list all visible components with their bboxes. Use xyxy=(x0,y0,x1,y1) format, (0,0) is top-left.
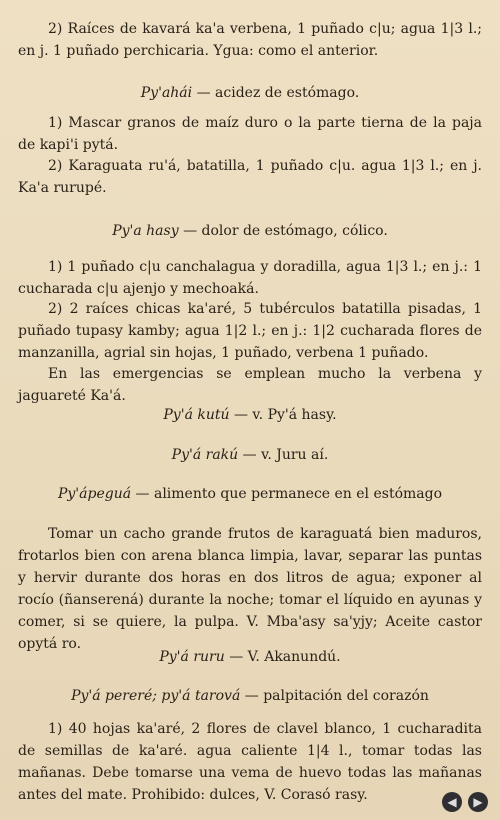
entry-heading xyxy=(18,82,482,104)
paragraph: En las emergencias se emplean mucho la verbena y jaguareté Ka'á. xyxy=(18,366,482,404)
paragraph: 1) 1 puñado c|u canchalagua y doradilla, agua 1|3 l.; en j.: 1 cucharada c|u ajenjo y mechoaká. xyxy=(18,259,482,297)
entry-definition: — V. Akanundú. xyxy=(224,649,341,665)
paragraph: 1) Mascar granos de maíz duro o la parte tierna de la paja de kapi'i pytá. xyxy=(18,115,482,153)
entry-definition: — dolor de estómago, cólico. xyxy=(178,223,388,239)
entry-heading xyxy=(18,483,482,505)
entry-definition: — palpitación del corazón xyxy=(240,688,429,704)
next-page-button[interactable] xyxy=(468,792,488,812)
paragraph: 2) 2 raíces chicas ka'aré, 5 tubérculos batatilla pisadas, 1 puñado tupasy kamby; agua 1|2 l.; en j.: 1|2 cucharada flores de manzanilla, agrial sin hojas, 1 puñado, verbena 1 puñado. xyxy=(18,301,482,361)
entry-heading xyxy=(18,404,482,426)
paragraph: Tomar un cacho grande frutos de karaguatá bien maduros, frotarlos bien con arena blanca limpia, lavar, separar las puntas y hervir durante dos horas en dos litros de agua; exponer al rocío (ñanserená) durante la noche; tomar el líquido en ayunas y comer, si se quiere, la pulpa. V. Mba'asy sa'yjy; Aceite castor opytá ro. xyxy=(18,526,482,652)
entry-term: Py'á pereré; py'á tarová xyxy=(71,688,241,704)
entry-term: Py'ahái xyxy=(140,85,193,101)
entry-heading xyxy=(18,646,482,668)
entry-term: Py'á kutú xyxy=(163,407,230,423)
entry-heading xyxy=(18,444,482,466)
entry-definition: — alimento que permanece en el estómago xyxy=(131,486,443,502)
page-controls xyxy=(442,792,488,812)
chevron-left-icon: ◀ xyxy=(447,795,457,809)
entry-term: Py'a hasy xyxy=(112,223,179,239)
entry-term: Py'á ruru xyxy=(159,649,225,665)
paragraph: 2) Raíces de kavará ka'a verbena, 1 puñado c|u; agua 1|3 l.; en j. 1 puñado perchicaria. Ygua: como el anterior. xyxy=(18,21,482,59)
entry-heading xyxy=(18,220,482,242)
paragraph: 2) Karaguata ru'á, batatilla, 1 puñado c|u. agua 1|3 l.; en j. Ka'a rurupé. xyxy=(18,158,482,196)
entry-definition: — acidez de estómago. xyxy=(192,85,360,101)
paragraph: 1) 40 hojas ka'aré, 2 flores de clavel blanco, 1 cucharadita de semillas de ka'aré. agua caliente 1|4 l., tomar todas las mañanas. Debe tomarse una vema de huevo todas las mañanas antes del mate. Prohibido: dulces, V. Corasó rasy. xyxy=(18,721,482,803)
entry-term: Py'á rakú xyxy=(171,447,239,463)
previous-page-button[interactable] xyxy=(442,792,462,812)
entry-definition: — v. Py'á hasy. xyxy=(229,407,337,423)
entry-heading xyxy=(18,685,482,707)
chevron-right-icon: ▶ xyxy=(473,795,483,809)
entry-term: Py'ápeguá xyxy=(57,486,132,502)
entry-definition: — v. Juru aí. xyxy=(238,447,329,463)
